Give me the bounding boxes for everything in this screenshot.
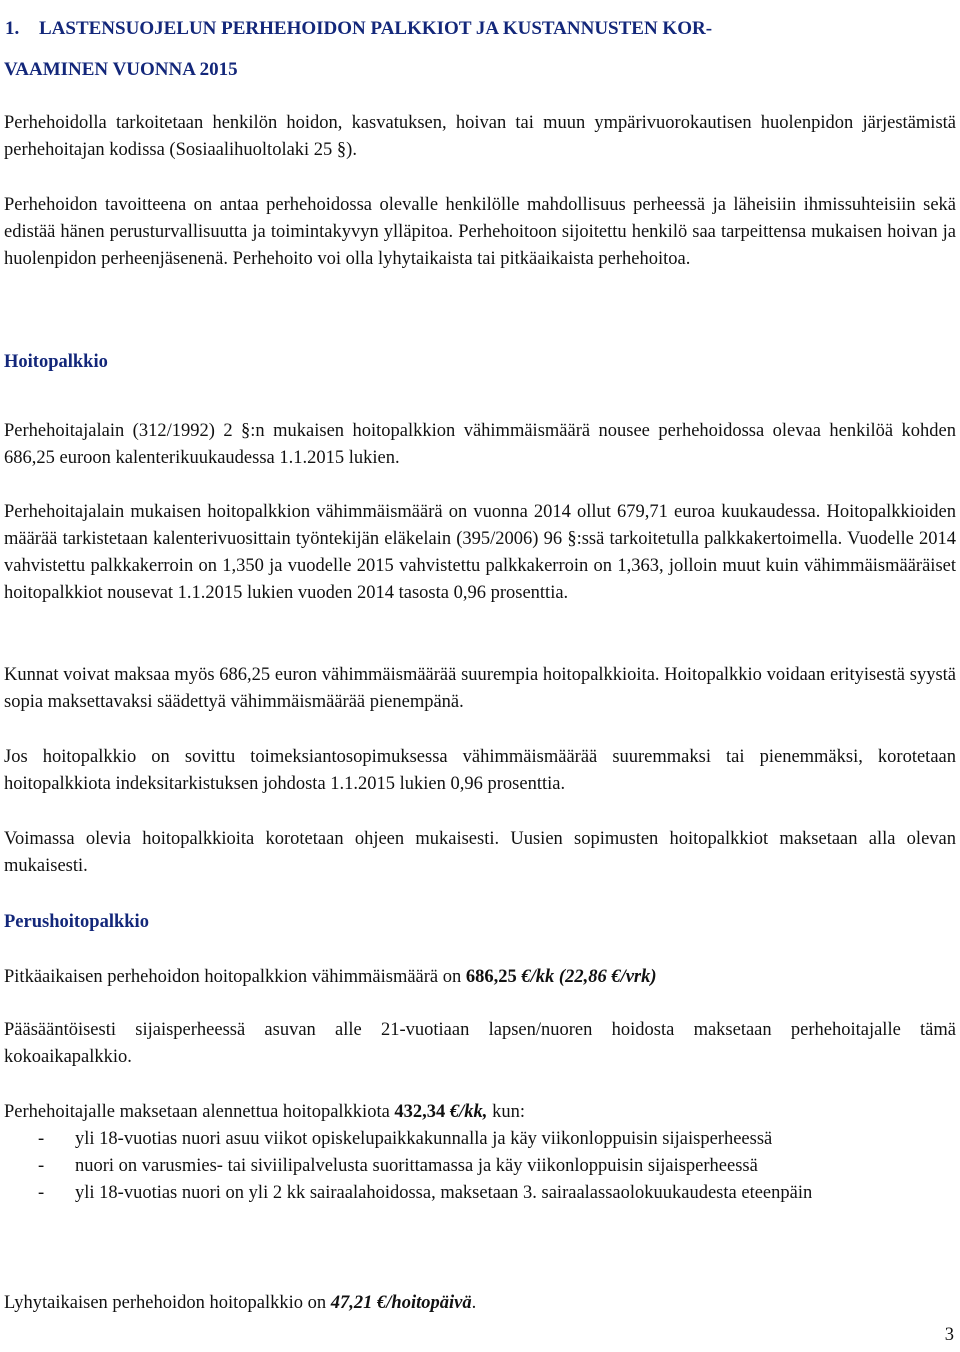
hoitopalkkio-paragraph-2: Perhehoitajalain mukaisen hoitopalkkion vähimmäismäärä on vuonna 2014 ollut 679,71 euroa kuukaudessa. Hoitopalkkioiden määrää tarkistetaan kalenterivuosittain työntekijän eläkelain (395/2006) 96 §:ssä tarkoitetulla palkkakertoimella. Vuodelle 2014 vahvistettu palkkakerroin on 1,350 ja vuodelle 2015 vahvistettu palkkakerroin on 1,363, jolloin muut kuin vähimmäismääräiset hoitopalkkiot nousevat 1.1.2015 lukien vuoden 2014 tasosta 0,96 prosenttia. bbox=[4, 502, 956, 603]
hoitopalkkio-paragraph-4: Jos hoitopalkkio on sovittu toimeksiantosopimuksessa vähimmäismäärää suuremmaksi tai pienemmäksi, korotetaan hoitopalkkiota indeksitarkistuksen johdosta 1.1.2015 lukien 0,96 prosenttia. bbox=[4, 747, 956, 794]
intro-paragraph-2: Perhehoidon tavoitteena on antaa perhehoidossa olevalle henkilölle mahdollisuus perheessä ja läheisiin ihmissuhteisiin sekä edistää hänen perusturvallisuutta ja toimintakyvyn ylläpitoa. Perhehoitoon sijoitettu henkilö saa tarpeittensa mukaisen hoivan ja huolenpidon perheenjäsenenä. Perhehoito voi olla lyhytaikaista tai pitkäaikaista perhehoitoa. bbox=[4, 195, 956, 269]
perushoitopalkkio-paragraph-3 bbox=[4, 1099, 956, 1126]
intro-paragraph-1: Perhehoidolla tarkoitetaan henkilön hoidon, kasvatuksen, hoivan tai muun ympärivuorokautisen huolenpidon järjestämistä perhehoitajan kodissa (Sosiaalihuoltolaki 25 §). bbox=[4, 113, 956, 160]
long-term-fee-unit: €/kk (22,86 €/vrk) bbox=[516, 967, 657, 987]
hoitopalkkio-heading: Hoitopalkkio bbox=[4, 352, 108, 372]
hoitopalkkio-paragraph-3: Kunnat voivat maksaa myös 686,25 euron vähimmäismäärää suurempia hoitopalkkioita. Hoitopalkkio voidaan erityisestä syystä sopia maksettavaksi säädettyä vähimmäismäärää pienempänä. bbox=[4, 665, 956, 712]
page-number: 3 bbox=[944, 1325, 954, 1345]
reduced-fee-conditions-list bbox=[4, 1126, 956, 1207]
short-term-fee-tail: . bbox=[471, 1293, 477, 1313]
reduced-fee-unit: €/kk, bbox=[445, 1102, 488, 1122]
hoitopalkkio-paragraph-1: Perhehoitajalain (312/1992) 2 §:n mukaisen hoitopalkkion vähimmäismäärä nousee perhehoidossa olevaa henkilöä kohden 686,25 euroon kalenterikuukaudessa 1.1.2015 lukien. bbox=[4, 421, 956, 468]
heading-line-1 bbox=[4, 8, 954, 49]
perushoitopalkkio-paragraph-4 bbox=[4, 1290, 956, 1317]
heading-title-part-1: LASTENSUOJELUN PERHEHOIDON PALKKIOT JA KUSTANNUSTEN KOR- bbox=[39, 18, 713, 39]
list-dash: - bbox=[38, 1156, 45, 1176]
short-term-fee-text: Lyhytaikaisen perhehoidon hoitopalkkio on bbox=[4, 1293, 331, 1313]
short-term-fee-amount: 47,21 €/hoitopäivä bbox=[330, 1293, 472, 1313]
section-heading bbox=[4, 8, 954, 90]
list-item bbox=[4, 1180, 956, 1207]
reduced-fee-tail: kun: bbox=[487, 1102, 525, 1122]
reduced-fee-text: Perhehoitajalle maksetaan alennettua hoitopalkkiota bbox=[4, 1102, 395, 1122]
list-dash: - bbox=[38, 1129, 45, 1149]
reduced-fee-amount: 432,34 bbox=[394, 1102, 446, 1122]
heading-line-2: VAAMINEN VUONNA 2015 bbox=[4, 59, 238, 80]
long-term-fee-amount: 686,25 bbox=[465, 967, 517, 987]
list-dash: - bbox=[38, 1183, 45, 1203]
list-item-text: yli 18-vuotias nuori on yli 2 kk sairaalahoidossa, maksetaan 3. sairaalassaolokuukaudesta eteenpäin bbox=[75, 1183, 813, 1203]
list-item-text: nuori on varusmies- tai siviilipalvelusta suorittamassa ja käy viikonloppuisin sijaisperheessä bbox=[75, 1156, 758, 1176]
perushoitopalkkio-heading: Perushoitopalkkio bbox=[4, 912, 149, 932]
perushoitopalkkio-paragraph-2: Pääsääntöisesti sijaisperheessä asuvan alle 21-vuotiaan lapsen/nuoren hoidosta maksetaan perhehoitajalle tämä kokoaikapalkkio. bbox=[4, 1020, 956, 1067]
perushoitopalkkio-paragraph-1 bbox=[4, 964, 956, 991]
list-item bbox=[4, 1153, 956, 1180]
long-term-fee-text: Pitkäaikaisen perhehoidon hoitopalkkion vähimmäismäärä on bbox=[4, 967, 466, 987]
list-item bbox=[4, 1126, 956, 1153]
list-item-text: yli 18-vuotias nuori asuu viikot opiskelupaikkakunnalla ja käy viikonloppuisin sijaisperheessä bbox=[75, 1129, 773, 1149]
hoitopalkkio-paragraph-5: Voimassa olevia hoitopalkkioita korotetaan ohjeen mukaisesti. Uusien sopimusten hoitopalkkiot maksetaan alla olevan mukaisesti. bbox=[4, 829, 956, 876]
heading-number: 1. bbox=[5, 18, 20, 39]
